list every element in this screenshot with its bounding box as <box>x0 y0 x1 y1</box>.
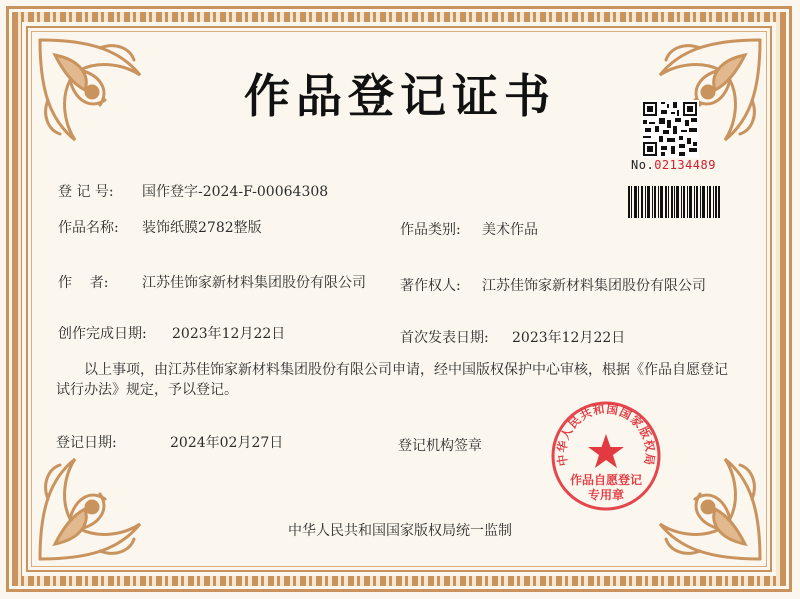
published-date-value: 2023年12月22日 <box>512 330 626 346</box>
serial-number-value: 02134489 <box>654 158 716 172</box>
serial-number <box>631 158 716 172</box>
completed-date-row <box>58 323 285 343</box>
registration-date-label: 登记日期: <box>56 435 117 451</box>
category-value: 美术作品 <box>482 222 538 238</box>
statement-line-1 <box>56 360 746 380</box>
corner-ornament-bottom-left <box>30 439 160 569</box>
statement-line-1-text: 以上事项，由江苏佳饰家新材料集团股份有限公司申请，经中国版权保护中心审核，根据《作品自愿登记 <box>84 362 728 378</box>
work-name-value: 装饰纸膜2782整版 <box>142 220 262 236</box>
category-label: 作品类别: <box>400 222 461 238</box>
work-name-label: 作品名称: <box>58 220 119 236</box>
author-value: 江苏佳饰家新材料集团股份有限公司 <box>142 275 366 291</box>
category-row <box>400 219 538 239</box>
completed-date-label: 创作完成日期: <box>58 326 147 342</box>
published-date-label: 首次发表日期: <box>400 330 489 346</box>
completed-date-value: 2023年12月22日 <box>172 326 286 342</box>
official-seal-stamp <box>550 400 662 512</box>
svg-text:专用章: 专用章 <box>587 488 625 502</box>
work-name-row <box>58 217 262 237</box>
footer-supervision-text: 中华人民共和国国家版权局统一监制 <box>288 523 512 539</box>
reg-no-label: 登 记 号: <box>58 184 114 200</box>
qr-code-icon <box>641 100 699 158</box>
certificate-title: 作品登记证书 <box>244 69 556 123</box>
statement-line-2: 试行办法》规定，予以登记。 <box>56 382 238 398</box>
svg-text:中华人民共和国国家版权局: 中华人民共和国国家版权局 <box>554 401 658 468</box>
owner-row <box>400 275 706 295</box>
reg-no-row <box>58 181 328 201</box>
author-label: 作 者: <box>58 275 109 291</box>
statement-paragraph <box>56 360 746 400</box>
published-date-row <box>400 327 625 347</box>
registration-date-value: 2024年02月27日 <box>170 435 284 451</box>
agency-seal-label: 登记机构签章 <box>398 438 482 454</box>
owner-value: 江苏佳饰家新材料集团股份有限公司 <box>482 278 706 294</box>
serial-prefix: No. <box>631 158 655 172</box>
registration-date-row <box>56 432 283 452</box>
barcode-icon <box>628 186 720 218</box>
svg-text:作品自愿登记: 作品自愿登记 <box>569 473 643 487</box>
reg-no-value: 国作登字-2024-F-00064308 <box>142 184 329 200</box>
author-row <box>58 272 366 292</box>
owner-label: 著作权人: <box>400 278 461 294</box>
